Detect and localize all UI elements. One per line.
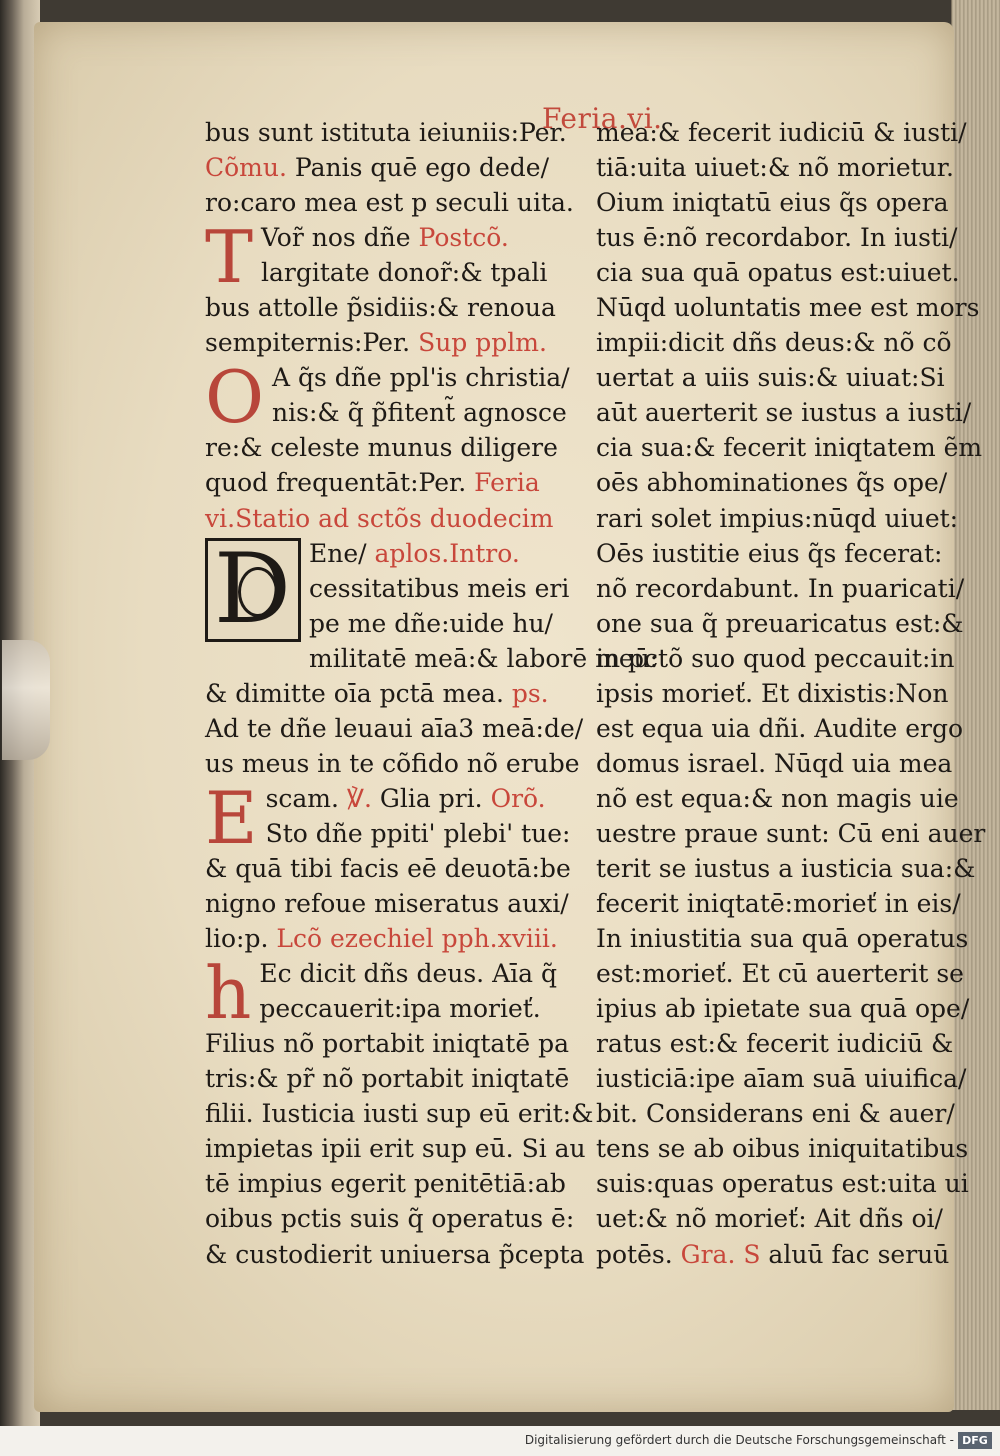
text-line [596, 1131, 971, 1166]
line-text: cia sua:& fecerit iniqtatem ẽm [596, 433, 983, 463]
line-text: Ene/ [309, 538, 375, 568]
text-line [205, 921, 580, 956]
text-line [205, 781, 580, 816]
dfg-logo: DFG [958, 1432, 992, 1449]
text-line [205, 150, 580, 185]
text-line [596, 606, 971, 641]
rubric-text: Lcõ ezechiel pph.xviii. [276, 924, 558, 954]
text-line [596, 290, 980, 325]
line-text: impii:dicit dñs deus:& nõ cõ [596, 328, 952, 358]
page-clip [2, 640, 50, 760]
text-line [205, 1061, 580, 1096]
line-text: tē impius egerit penitētiā:ab [205, 1169, 566, 1199]
line-text: suis:quas operatus est:uita ui [596, 1169, 969, 1199]
line-text: nigno refoue miseratus auxi/ [205, 889, 569, 919]
line-text: potēs. [596, 1239, 681, 1269]
text-line [205, 676, 580, 711]
text-line [596, 150, 971, 185]
line-text: terit se iustus a iusticia sua:& [596, 853, 976, 883]
line-text: quod frequentāt:Per. [205, 468, 475, 498]
text-line [205, 956, 580, 991]
line-text: tens se ab oibus iniquitatibus [596, 1134, 969, 1164]
line-text: ipius ab ipietate sua quā ope/ [596, 994, 970, 1024]
line-text: tris:& pr̃ nõ portabit iniqtatē [205, 1064, 570, 1094]
line-text: uertat a uiis suis:& uiuat:Si [596, 363, 945, 393]
text-line [596, 676, 971, 711]
footer-credit: Digitalisierung gefördert durch die Deutsche Forschungsgemeinschaft - [524, 1433, 954, 1447]
line-text: cessitatibus meis eri [309, 573, 570, 603]
initial-letter: E [205, 775, 258, 860]
line-text: aluū fac seruū [760, 1239, 950, 1269]
text-line [596, 1096, 971, 1131]
text-line [205, 465, 580, 500]
woodcut-initial [205, 532, 301, 645]
text-line [205, 1131, 586, 1166]
line-text: uestre praue sunt: Cū eni auer [596, 818, 986, 848]
line-text: re:& celeste munus diligere [205, 433, 558, 463]
text-line [596, 325, 971, 360]
line-text: Vor̃ nos dñe [261, 223, 419, 253]
line-text: nis:& q̃ p̃fitent̃ agnosce [272, 398, 567, 428]
text-line [205, 1096, 594, 1131]
line-text: Oium iniqtatū eius q̃s opera [596, 188, 949, 218]
line-text: sempiternis:Per. [205, 328, 419, 358]
rubric-text: Postcõ. [418, 223, 509, 253]
rubric-text: aplos.Intro. [374, 538, 520, 568]
line-text: rari solet impius:nūqd uiuet: [596, 503, 959, 533]
line-text: oēs abhominationes q̃s ope/ [596, 468, 948, 498]
line-text: & quā tibi facis eē deuotā:be [205, 853, 571, 883]
text-line [205, 641, 659, 676]
text-line [596, 220, 971, 255]
line-text: uet:& nõ morieť: Ait dñs oi/ [596, 1204, 943, 1234]
line-text: cia sua quā opatus est:uiuet. [596, 258, 960, 288]
line-text: us meus in te cõfido nõ erube [205, 748, 580, 778]
text-line [205, 1237, 585, 1272]
text-line [205, 115, 580, 150]
rubric-text: ℣. [346, 783, 372, 813]
text-line [596, 360, 971, 395]
line-text: Panis quē ego dede/ [286, 153, 550, 183]
text-line [205, 220, 580, 255]
line-text: bit. Considerans eni & auer/ [596, 1099, 955, 1129]
text-line [205, 851, 580, 886]
line-text: domus israel. Nūqd uia mea [596, 748, 953, 778]
line-text: Ec dicit dñs deus. Aīa q̃ [259, 959, 557, 989]
initial-letter: T [205, 215, 254, 300]
line-text: filii. Iusticia iusti sup eū erit:& [205, 1099, 594, 1129]
line-text: tiā:uita uiuet:& nõ morietur. [596, 153, 954, 183]
text-line [596, 536, 971, 571]
text-line [205, 290, 580, 325]
line-text: nõ est equa:& non magis uie [596, 783, 959, 813]
text-line [596, 255, 971, 290]
text-line [205, 185, 580, 220]
text-line [596, 711, 971, 746]
line-text: oibus pctis suis q̃ operatus ē: [205, 1204, 575, 1234]
text-line [205, 816, 580, 851]
text-line [596, 816, 986, 851]
leaf-ornament-icon [238, 567, 278, 617]
line-text: nõ recordabunt. In puaricati/ [596, 573, 965, 603]
text-line [596, 746, 971, 781]
text-line [596, 571, 971, 606]
line-text: A q̃s dñe ppl'is christia/ [272, 363, 570, 393]
line-text: ipsis morieť. Et dixistis:Non [596, 678, 949, 708]
text-line [596, 991, 971, 1026]
line-text: impietas ipii erit sup eū. Si au [205, 1134, 586, 1164]
line-text: militatē meā:& laborē meū: [309, 643, 659, 673]
text-line [205, 1026, 580, 1061]
line-text: iusticiā:ipe aīam suā uiuifica/ [596, 1064, 967, 1094]
text-line [596, 641, 971, 676]
line-text: est equa uia dñi. Audite ergo [596, 713, 964, 743]
text-line [596, 501, 971, 536]
text-line [596, 395, 971, 430]
line-text: Glia pri. [371, 783, 491, 813]
text-line [596, 1061, 971, 1096]
text-line [205, 991, 580, 1026]
text-line [596, 956, 971, 991]
rubric-text: ps. [511, 678, 549, 708]
text-line [205, 430, 580, 465]
text-line [596, 781, 971, 816]
initial-letter: O [205, 355, 265, 440]
line-text: est:morieť. Et cū auerterit se [596, 959, 964, 989]
text-line [596, 1201, 971, 1236]
text-line [205, 255, 580, 290]
text-line [596, 430, 983, 465]
rubric-text: vi.Statio ad sctõs duodecim [205, 503, 554, 533]
line-text: Filius nõ portabit iniqtatē pa [205, 1029, 570, 1059]
footer-bar [0, 1426, 1000, 1456]
line-text: Nūqd uoluntatis mee est mors [596, 293, 980, 323]
line-text: lio:p. [205, 924, 277, 954]
line-text: ro:caro mea est p seculi uita. [205, 188, 574, 218]
rubric-text: Sup pplm. [418, 328, 547, 358]
rubric-text: Cõmu. [205, 153, 287, 183]
line-text: largitate donor̃:& tpali [261, 258, 548, 288]
running-head: Feria.vi. [542, 102, 663, 135]
line-text: ratus est:& fecerit iudiciū & [596, 1029, 954, 1059]
line-text: in pctõ suo quod peccauit:in [596, 643, 955, 673]
text-line [205, 501, 580, 536]
text-line [596, 1026, 971, 1061]
text-line [205, 1201, 580, 1236]
text-line [205, 886, 580, 921]
text-line [596, 1237, 971, 1272]
line-text: one sua q̃ preuaricatus est:& [596, 608, 964, 638]
line-text: In iniustitia sua quā operatus [596, 924, 969, 954]
text-line [596, 185, 971, 220]
line-text: pe me dñe:uide hu/ [309, 608, 553, 638]
text-line [596, 886, 971, 921]
line-text: fecerit iniqtatē:morieť in eis/ [596, 889, 961, 919]
text-line [596, 851, 976, 886]
line-text: Ad te dñe leuaui aīa3 meā:de/ [205, 713, 584, 743]
text-line [205, 746, 580, 781]
line-text: Oēs iustitie eius q̃s fecerat: [596, 538, 943, 568]
initial-letter: h [205, 951, 252, 1036]
line-text: mea:& fecerit iudiciū & iusti/ [596, 118, 967, 147]
rubric-text: Gra. S [680, 1239, 761, 1269]
rubric-text: Feria [474, 468, 540, 498]
line-text: scam. [265, 783, 347, 813]
text-column-right [596, 115, 986, 1272]
text-line [596, 115, 971, 150]
text-line [596, 465, 971, 500]
text-line [596, 1166, 971, 1201]
line-text: aūt auerterit se iustus a iusti/ [596, 398, 972, 428]
text-line [205, 711, 584, 746]
line-text: bus sunt istituta ieiuniis:Per. [205, 118, 567, 147]
line-text: peccauerit:ipa morieť. [259, 994, 541, 1024]
text-line [596, 921, 971, 956]
rubric-text: Orõ. [490, 783, 546, 813]
line-text: tus ē:nõ recordabor. In iusti/ [596, 223, 958, 253]
text-line [205, 1166, 580, 1201]
line-text: & custodierit uniuersa p̃cepta [205, 1239, 585, 1269]
initial-letter: D [214, 532, 291, 645]
line-text: & dimitte oīa pctā mea. [205, 678, 512, 708]
line-text: bus attolle p̃sidiis:& renoua [205, 293, 556, 323]
line-text: Sto dñe ppiti' plebi' tue: [265, 818, 571, 848]
text-line [205, 325, 580, 360]
